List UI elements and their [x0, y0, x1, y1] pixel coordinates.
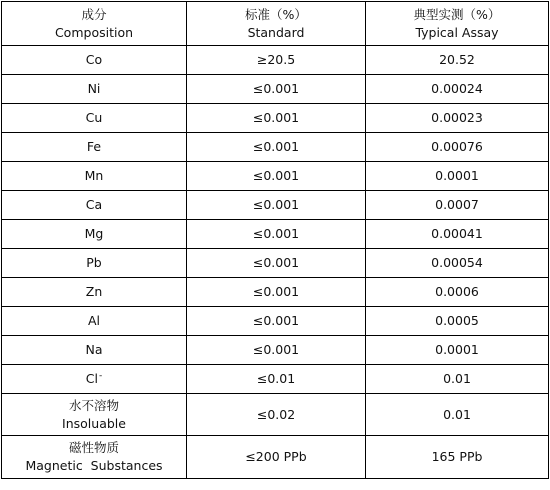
- assay-cell: 0.0006: [366, 278, 549, 307]
- table-row: [2, 104, 549, 133]
- header-composition-zh: 成分: [81, 6, 107, 22]
- composition-cell: Cu: [2, 104, 187, 133]
- chloride-charge: -: [98, 370, 103, 381]
- standard-cell: ≤0.001: [187, 220, 366, 249]
- standard-cell: ≤0.02: [187, 394, 366, 436]
- standard-cell: ≤0.01: [187, 365, 366, 394]
- standard-cell: ≤0.001: [187, 104, 366, 133]
- table-row: [2, 336, 549, 365]
- assay-cell: 0.0001: [366, 162, 549, 191]
- composition-en: Magnetic Substances: [25, 458, 163, 473]
- standard-cell: ≤0.001: [187, 133, 366, 162]
- standard-cell: ≤0.001: [187, 307, 366, 336]
- header-standard-zh: 标准（%）: [245, 6, 307, 22]
- standard-cell: ≤200 PPb: [187, 436, 366, 479]
- assay-cell: 0.0007: [366, 191, 549, 220]
- assay-cell: 0.0001: [366, 336, 549, 365]
- assay-cell: 0.00054: [366, 249, 549, 278]
- header-assay: [366, 2, 549, 46]
- standard-cell: ≤0.001: [187, 75, 366, 104]
- composition-zh: 水不溶物: [68, 397, 119, 413]
- composition-cell: Pb: [2, 249, 187, 278]
- table-row: [2, 75, 549, 104]
- assay-cell: 0.0005: [366, 307, 549, 336]
- table-body: [2, 46, 549, 479]
- composition-cell: Mn: [2, 162, 187, 191]
- table-row: [2, 249, 549, 278]
- standard-cell: ≤0.001: [187, 249, 366, 278]
- standard-cell: ≤0.001: [187, 278, 366, 307]
- assay-cell: 0.00023: [366, 104, 549, 133]
- standard-cell: ≤0.001: [187, 336, 366, 365]
- composition-cell: Co: [2, 46, 187, 75]
- composition-cell: [2, 365, 187, 394]
- composition-cell: Na: [2, 336, 187, 365]
- composition-cell: Ca: [2, 191, 187, 220]
- header-standard-en: Standard: [247, 24, 305, 40]
- assay-cell: 0.01: [366, 394, 549, 436]
- composition-cell: Mg: [2, 220, 187, 249]
- table-row: [2, 436, 549, 479]
- header-standard: [187, 2, 366, 46]
- standard-cell: ≤0.001: [187, 191, 366, 220]
- header-composition: [2, 2, 187, 46]
- composition-cell: [2, 436, 187, 479]
- composition-spec-table: [1, 1, 549, 479]
- composition-cell: [2, 394, 187, 436]
- table-row: [2, 278, 549, 307]
- table-row: [2, 220, 549, 249]
- header-row: [2, 2, 549, 46]
- chloride-symbol: Cl: [85, 371, 98, 386]
- composition-cell: Zn: [2, 278, 187, 307]
- composition-en: Insoluable: [62, 415, 126, 431]
- assay-cell: 0.01: [366, 365, 549, 394]
- table-row: [2, 46, 549, 75]
- assay-cell: 165 PPb: [366, 436, 549, 479]
- assay-cell: 0.00041: [366, 220, 549, 249]
- standard-cell: ≥20.5: [187, 46, 366, 75]
- table-row: [2, 162, 549, 191]
- table-row: [2, 191, 549, 220]
- table-row: [2, 307, 549, 336]
- header-composition-en: Composition: [54, 24, 134, 40]
- header-assay-zh: 典型实测（%）: [413, 6, 501, 22]
- table-row: [2, 133, 549, 162]
- composition-zh: 磁性物质: [68, 440, 119, 455]
- composition-cell: Ni: [2, 75, 187, 104]
- table-header: [2, 2, 549, 46]
- composition-cell: Fe: [2, 133, 187, 162]
- assay-cell: 0.00024: [366, 75, 549, 104]
- table-row: [2, 365, 549, 394]
- assay-cell: 20.52: [366, 46, 549, 75]
- header-assay-en: Typical Assay: [415, 24, 499, 40]
- assay-cell: 0.00076: [366, 133, 549, 162]
- standard-cell: ≤0.001: [187, 162, 366, 191]
- table-row: [2, 394, 549, 436]
- composition-cell: Al: [2, 307, 187, 336]
